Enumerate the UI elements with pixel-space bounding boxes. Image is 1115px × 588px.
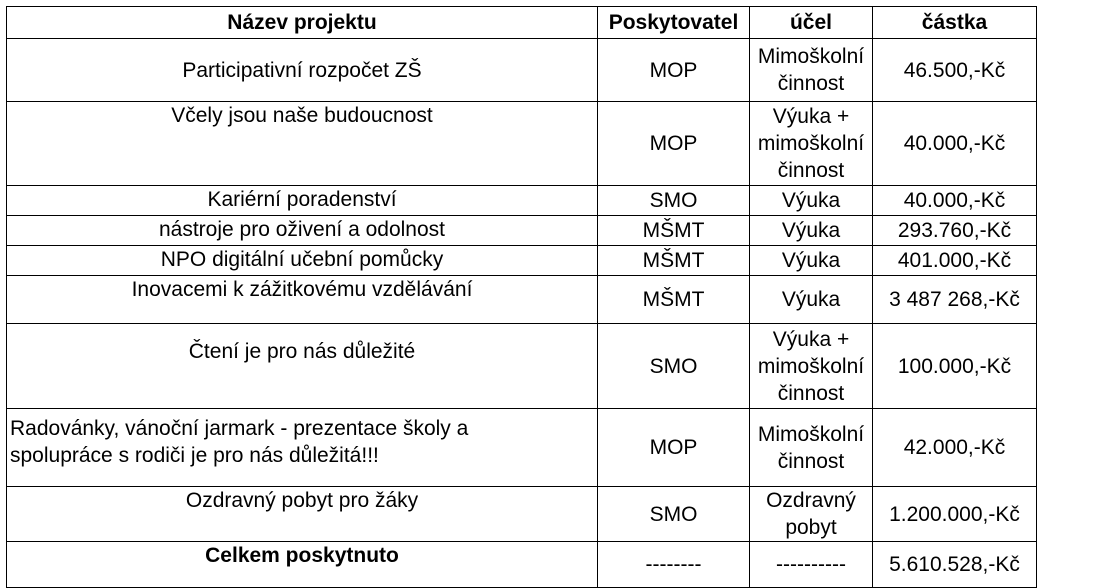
purpose-line: mimoškolní: [757, 354, 865, 378]
purpose: Výuka: [750, 246, 873, 276]
purpose-line: činnost: [777, 449, 845, 473]
purpose-line: činnost: [777, 381, 845, 405]
provider: MOP: [598, 39, 750, 102]
amount: 293.760,-Kč: [873, 216, 1037, 246]
purpose-line: Mimoškolní: [757, 422, 865, 446]
purpose-line: mimoškolní: [757, 132, 865, 155]
amount: 46.500,-Kč: [873, 39, 1037, 102]
project-name: NPO digitální učební pomůcky: [7, 246, 598, 276]
purpose: Ozdravný pobyt: [750, 487, 873, 542]
table-row: [7, 276, 1037, 324]
purpose: [750, 409, 873, 487]
purpose: [750, 324, 873, 409]
purpose-line: činnost: [777, 159, 845, 182]
amount: 40.000,-Kč: [873, 186, 1037, 216]
project-name: Kariérní poradenství: [7, 186, 598, 216]
purpose: Výuka: [750, 216, 873, 246]
provider: SMO: [598, 324, 750, 409]
amount: 1.200.000,-Kč: [873, 487, 1037, 542]
header-row: [7, 7, 1037, 39]
provider: SMO: [598, 487, 750, 542]
purpose-line: Mimoškolní: [757, 45, 865, 68]
table-row: [7, 39, 1037, 102]
table-row: [7, 246, 1037, 276]
amount: 100.000,-Kč: [873, 324, 1037, 409]
purpose: [750, 102, 873, 186]
provider: MŠMT: [598, 246, 750, 276]
purpose: Výuka: [750, 276, 873, 324]
header-provider: Poskytovatel: [598, 7, 750, 39]
project-name-line: Radovánky, vánoční jarmark - prezentace školy a: [10, 417, 469, 440]
total-purpose: ----------: [750, 542, 873, 588]
table-row: [7, 487, 1037, 542]
project-name-line: spolupráce s rodiči je pro nás důležitá!!!: [10, 444, 379, 467]
table-row: [7, 324, 1037, 409]
provider: MŠMT: [598, 276, 750, 324]
project-name: Inovacemi k zážitkovému vzdělávání: [7, 276, 598, 324]
project-name: [7, 409, 598, 487]
total-provider: --------: [598, 542, 750, 588]
table-row: [7, 216, 1037, 246]
total-label: Celkem poskytnuto: [7, 542, 598, 588]
header-purpose: účel: [750, 7, 873, 39]
amount: 401.000,-Kč: [873, 246, 1037, 276]
grants-table: [6, 6, 1037, 588]
provider: SMO: [598, 186, 750, 216]
table-row: [7, 409, 1037, 487]
table-row: [7, 102, 1037, 186]
amount: 3 487 268,-Kč: [873, 276, 1037, 324]
total-row: [7, 542, 1037, 588]
project-name: Participativní rozpočet ZŠ: [7, 39, 598, 102]
purpose: Výuka: [750, 186, 873, 216]
project-name: Včely jsou naše budoucnost: [7, 102, 598, 186]
provider: MOP: [598, 102, 750, 186]
amount: 40.000,-Kč: [873, 102, 1037, 186]
project-name: nástroje pro oživení a odolnost: [7, 216, 598, 246]
purpose-line: Výuka +: [772, 105, 850, 128]
header-amount: částka: [873, 7, 1037, 39]
provider: MŠMT: [598, 216, 750, 246]
purpose-line: Výuka +: [772, 327, 850, 351]
project-name: Čtení je pro nás důležité: [7, 324, 598, 409]
provider: MOP: [598, 409, 750, 487]
project-name: Ozdravný pobyt pro žáky: [7, 487, 598, 542]
amount: 42.000,-Kč: [873, 409, 1037, 487]
header-name: Název projektu: [7, 7, 598, 39]
total-amount: 5.610.528,-Kč: [873, 542, 1037, 588]
table-row: [7, 186, 1037, 216]
purpose-line: činnost: [777, 72, 845, 95]
purpose: [750, 39, 873, 102]
